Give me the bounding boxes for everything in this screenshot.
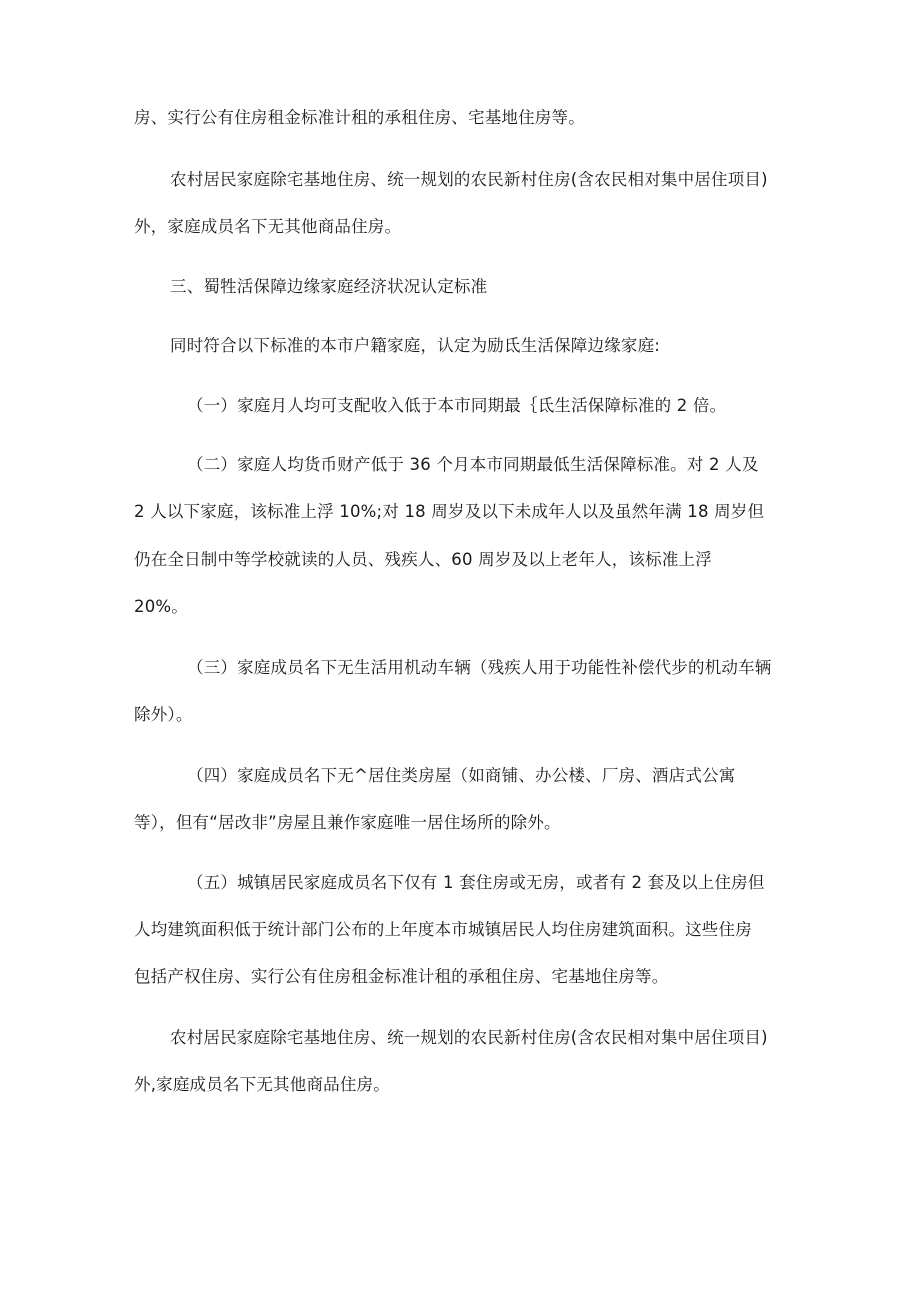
paragraph-line: 外,家庭成员名下无其他商品住房。	[134, 1075, 390, 1094]
paragraph-line-continuation: 房、实行公有住房租金标准计租的承租住房、宅基地住房等。	[134, 108, 585, 127]
list-item-5-line: 人均建筑面积低于统计部门公布的上年度本市城镇居民人均住房建筑面积。这些住房	[134, 920, 752, 939]
paragraph-line: 外，家庭成员名下无其他商品住房。	[134, 217, 402, 236]
paragraph-line: 农村居民家庭除宅基地住房、统一规划的农民新村住房(含农民相对集中居住项目)	[170, 170, 768, 189]
list-item-3: （三）家庭成员名下无生活用机动车辆（残疾人用于功能性补偿代步的机动车辆	[187, 658, 772, 677]
list-item-2-line: 2 人以下家庭，该标准上浮 10%;对 18 周岁及以下未成年人以及虽然年满 18 周岁但	[134, 502, 765, 521]
list-item-2-line: 仍在全日制中等学校就读的人员、残疾人、60 周岁及以上老年人，该标准上浮	[134, 550, 712, 569]
paragraph-line: 同时符合以下标准的本市户籍家庭，认定为励氐生活保障边缘家庭:	[170, 336, 661, 355]
list-item-4: （四）家庭成员名下无^居住类房屋（如商铺、办公楼、厂房、酒店式公寓	[187, 766, 736, 785]
list-item-5-line: 包括产权住房、实行公有住房租金标准计租的承租住房、宅基地住房等。	[134, 967, 669, 986]
list-item-2-line: 20%。	[134, 597, 188, 616]
section-heading: 三、蜀牲活保障边缘家庭经济状况认定标准	[170, 277, 488, 296]
list-item-1: （一）家庭月人均可支配收入低于本市同期最｛氐生活保障标准的 2 倍。	[187, 396, 727, 415]
list-item-3-line: 除外）。	[134, 705, 193, 724]
list-item-5: （五）城镇居民家庭成员名下仅有 1 套住房或无房，或者有 2 套及以上住房但	[187, 873, 765, 892]
list-item-2: （二）家庭人均货币财产低于 36 个月本市同期最低生活保障标准。对 2 人及	[187, 455, 759, 474]
list-item-4-line: 等），但有“居改非”房屋且兼作家庭唯一居住场所的除外。	[134, 813, 561, 832]
paragraph-line: 农村居民家庭除宅基地住房、统一规划的农民新村住房(含农民相对集中居住项目)	[170, 1028, 768, 1047]
